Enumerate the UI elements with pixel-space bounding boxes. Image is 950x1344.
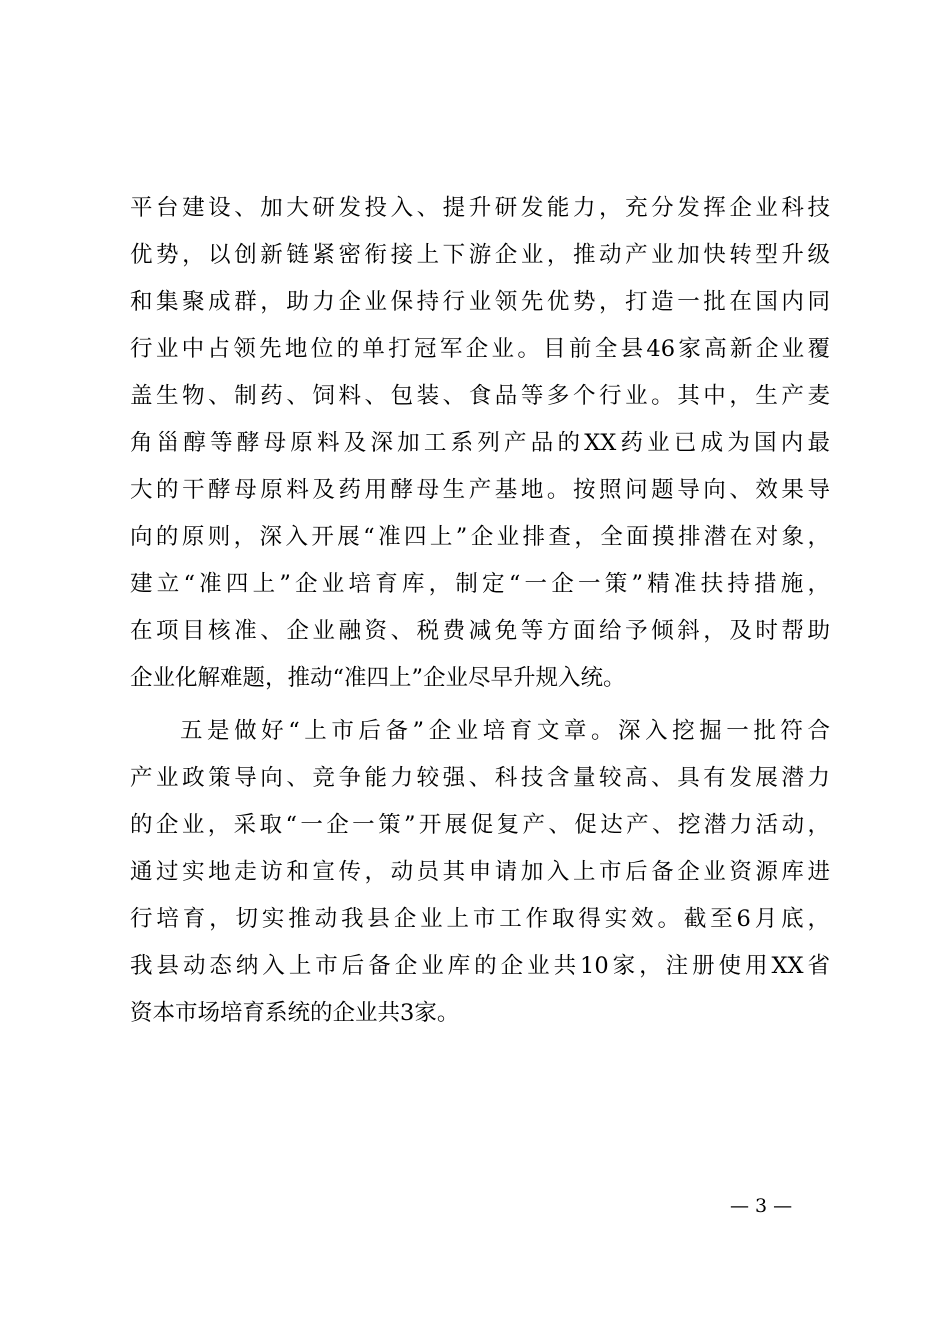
text-line: 优势，以创新链紧密衔接上下游企业，推动产业加快转型升级 <box>130 242 830 268</box>
text-line: 我县动态纳入上市后备企业库的企业共10家，注册使用XX省 <box>130 953 830 979</box>
text-line: 盖生物、制药、饲料、包装、食品等多个行业。其中，生产麦 <box>130 383 830 409</box>
text-line: 行业中占领先地位的单打冠军企业。目前全县46家高新企业覆 <box>130 336 830 362</box>
text-line: 产业政策导向、竞争能力较强、科技含量较高、具有发展潜力 <box>130 765 830 791</box>
text-line: 行培育，切实推动我县企业上市工作取得实效。截至6月底， <box>130 906 830 932</box>
text-line: 建立“准四上”企业培育库，制定“一企一策”精准扶持措施， <box>130 571 830 597</box>
text-line: 的企业，采取“一企一策”开展促复产、促达产、挖潜力活动， <box>130 812 830 838</box>
paragraph-continuation <box>130 185 830 702</box>
text-line: 角甾醇等酵母原料及深加工系列产品的XX药业已成为国内最 <box>130 430 830 456</box>
text-line-first: 五是做好“上市后备”企业培育文章。深入挖掘一批符合 <box>180 718 830 744</box>
text-line: 和集聚成群，助力企业保持行业领先优势，打造一批在国内同 <box>130 289 830 315</box>
text-line: 企业化解难题，推动“准四上”企业尽早升规入统。 <box>130 665 626 691</box>
body-text <box>130 185 830 1037</box>
text-line: 平台建设、加大研发投入、提升研发能力，充分发挥企业科技 <box>130 195 830 221</box>
paragraph-five <box>130 708 830 1037</box>
text-line: 大的干酵母原料及药用酵母生产基地。按照问题导向、效果导 <box>130 477 830 503</box>
text-line: 在项目核准、企业融资、税费减免等方面给予倾斜，及时帮助 <box>130 618 830 644</box>
text-line: 通过实地走访和宣传，动员其申请加入上市后备企业资源库进 <box>130 859 830 885</box>
text-line: 向的原则，深入开展“准四上”企业排查，全面摸排潜在对象， <box>130 524 830 550</box>
page-number: — 3 — <box>730 1195 793 1217</box>
text-line: 资本市场培育系统的企业共3家。 <box>130 1000 460 1026</box>
